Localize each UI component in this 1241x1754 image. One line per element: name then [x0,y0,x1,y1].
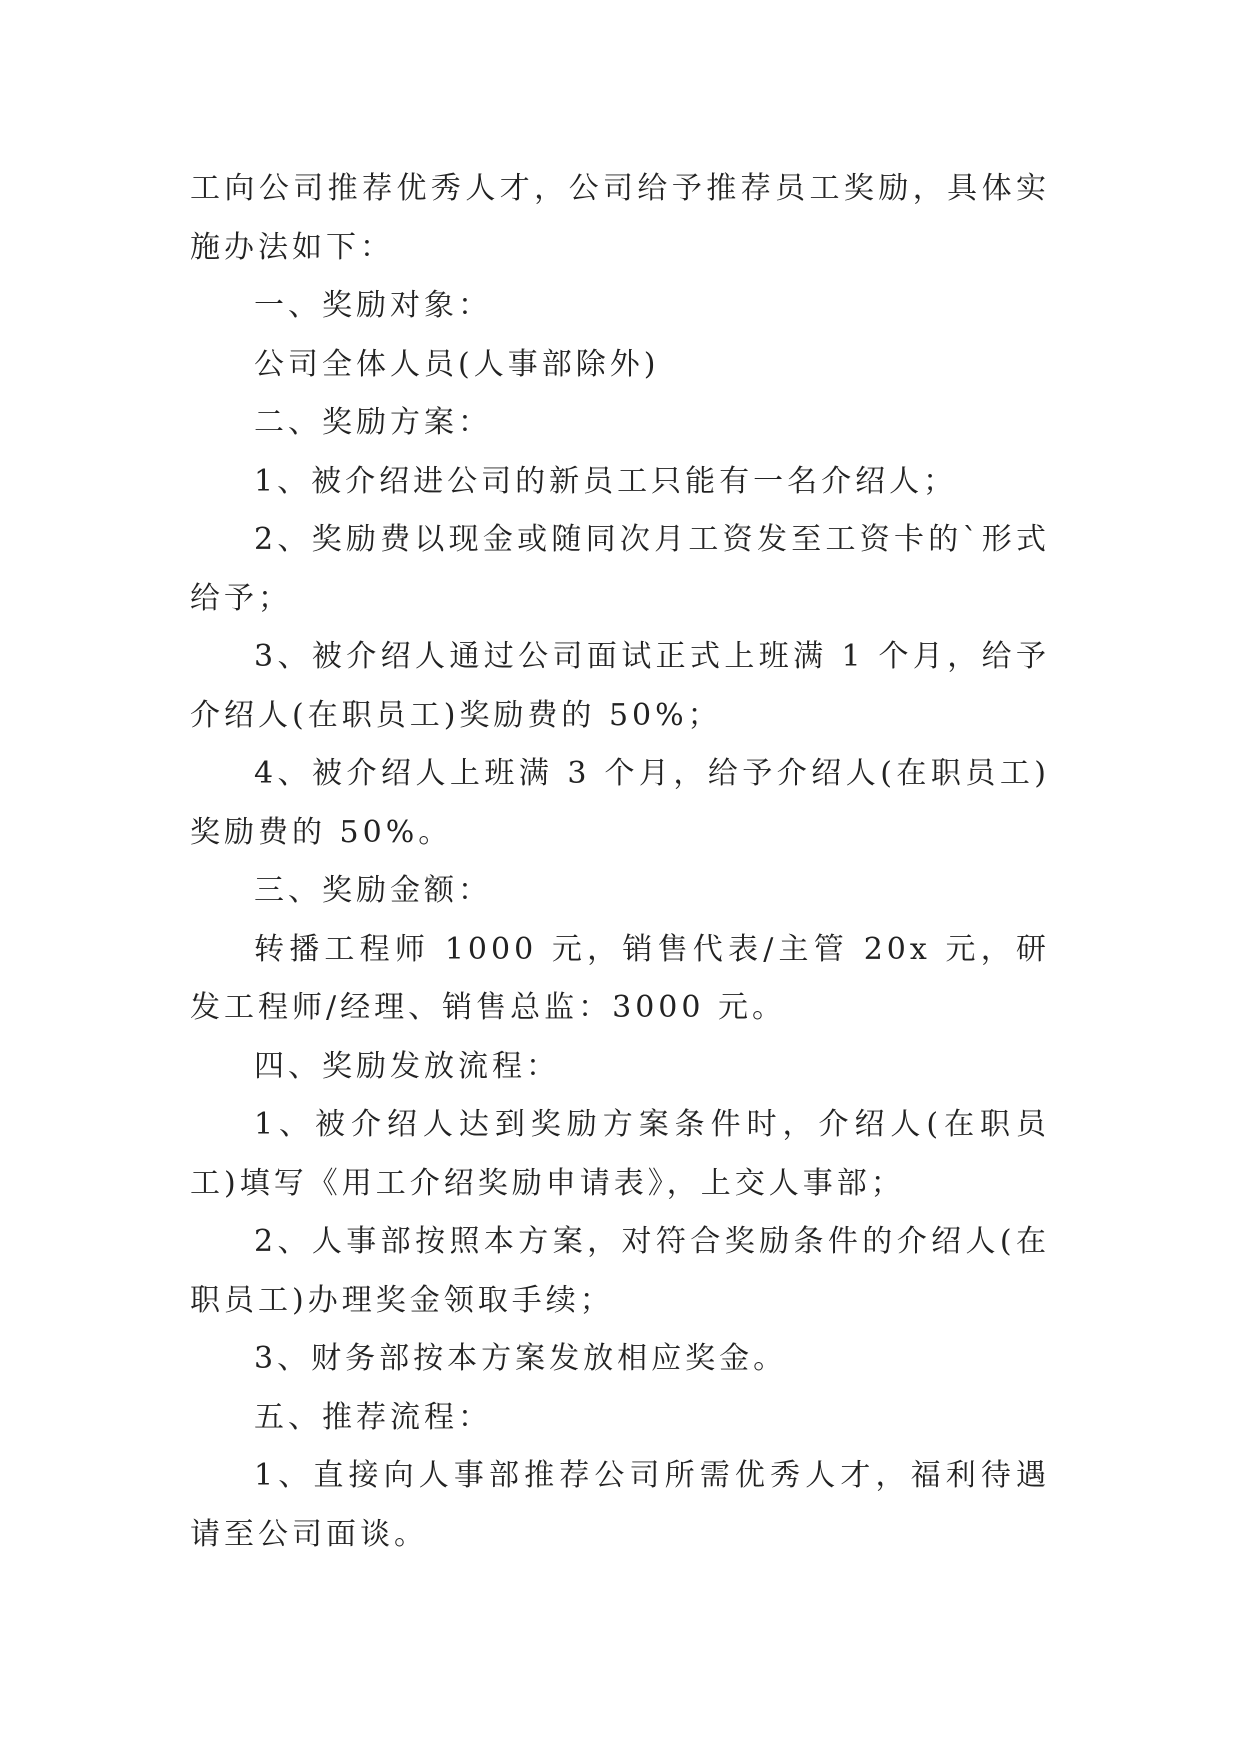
heading-reward-plan: 二、奖励方案： [254,405,492,440]
heading-reward-amount: 三、奖励金额： [254,873,492,908]
list-item-payout-1: 1、被介绍人达到奖励方案条件时，介绍人(在职员工)填写《用工介绍奖励申请表》，上交人事部； [190,1107,1050,1201]
list-item-plan-1: 1、被介绍进公司的新员工只能有一名介绍人； [254,463,958,499]
paragraph-reward-amount: 转播工程师 1000 元，销售代表/主管 20x 元，研发工程师/经理、销售总监：3000 元。 [190,931,1050,1025]
list-item-payout-3: 3、财务部按本方案发放相应奖金。 [254,1341,788,1376]
heading-payout-process: 四、奖励发放流程： [254,1048,560,1084]
list-item-plan-4: 4、被介绍人上班满 3 个月，给予介绍人(在职员工)奖励费的 50%。 [190,756,1050,850]
list-item-plan-3: 3、被介绍人通过公司面试正式上班满 1 个月，给予介绍人(在职员工)奖励费的 50%； [190,639,1050,733]
list-item-plan-2: 2、奖励费以现金或随同次月工资发至工资卡的`形式给予； [190,522,1050,616]
document-body [190,160,1050,1564]
list-item-referral-1: 1、直接向人事部推荐公司所需优秀人才，福利待遇请至公司面谈。 [190,1458,1050,1552]
heading-referral-process: 五、推荐流程： [254,1399,492,1435]
list-item-payout-2: 2、人事部按照本方案，对符合奖励条件的介绍人(在职员工)办理奖金领取手续； [190,1224,1050,1318]
heading-reward-target: 一、奖励对象： [254,288,492,323]
paragraph-reward-target: 公司全体人员(人事部除外) [254,346,660,382]
paragraph-intro-continuation: 工向公司推荐优秀人才，公司给予推荐员工奖励，具体实施办法如下： [190,171,1050,265]
